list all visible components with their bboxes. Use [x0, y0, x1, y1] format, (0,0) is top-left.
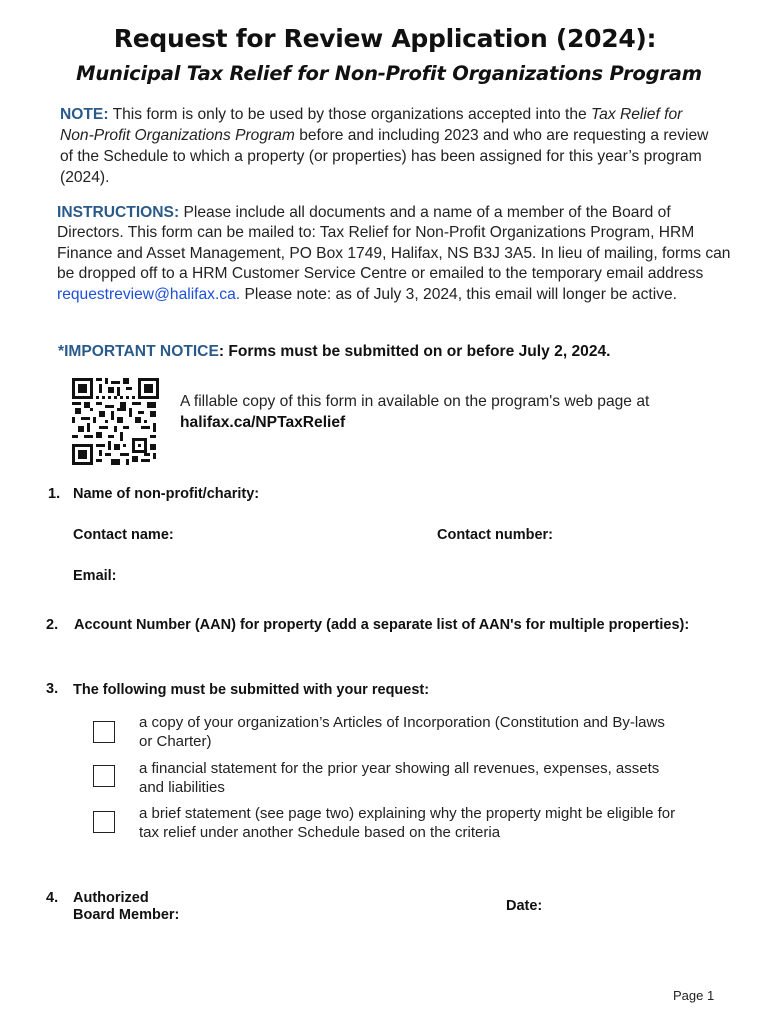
authorized-label-line-1: Authorized [73, 890, 149, 906]
email-link[interactable]: requestreview@halifax.ca. [57, 285, 241, 303]
account-number-label: Account Number (AAN) for property (add a separate list of AAN's for multiple properties): [74, 617, 690, 633]
page-number: Page 1 [673, 988, 715, 1003]
form-title: Request for Review Application (2024): [113, 24, 657, 53]
important-label: *IMPORTANT NOTICE [58, 343, 219, 360]
note-paragraph [60, 104, 720, 188]
section-3-number: 3. [46, 681, 59, 697]
required-documents-label: The following must be submitted with your request: [73, 682, 430, 698]
checkbox-brief-statement-label: a brief statement (see page two) explaining why the property might be eligible for tax relief under another Schedule based on the criteria [139, 805, 676, 841]
authorized-board-member-label [73, 890, 179, 924]
checkbox-financial-statement-label: a financial statement for the prior year showing all revenues, expenses, assets and liabilities [139, 760, 660, 796]
section-2-number: 2. [46, 617, 59, 633]
qr-code [72, 377, 159, 466]
date-label: Date: [506, 898, 543, 914]
nonprofit-name-label: Name of non-profit/charity: [73, 486, 260, 502]
section-4-number: 4. [46, 890, 59, 906]
program-web-link[interactable]: halifax.ca/NPTaxRelief [180, 413, 346, 431]
note-program-name: Tax Relief for Non-Profit Organizations Program [60, 106, 683, 144]
instructions-text-2: Please note: as of July 3, 2024, this email will longer be active. [240, 285, 677, 303]
contact-number-label: Contact number: [437, 527, 553, 543]
note-text-1: This form is only to be used by those organizations accepted into the [108, 106, 592, 123]
instructions-text-1: Please include all documents and a name of a member of the Board of Directors. This form can be mailed to: Tax Relief for Non-Profit Organizations Program, HRM Finance and Asset Management, PO Box 1749, Halifax, NS B3J 3A5. In lieu of mailing, forms can be dropped off to a HRM Customer Service Centre or emailed to the temporary email address [57, 204, 731, 283]
fillable-text: A fillable copy of this form in available on the program's web page at [180, 393, 650, 410]
fillable-copy-text [180, 392, 680, 433]
important-notice [58, 343, 738, 361]
contact-name-label: Contact name: [73, 527, 174, 543]
important-text: : Forms must be submitted on or before July 2, 2024. [218, 343, 611, 360]
email-label: Email: [73, 568, 117, 584]
authorized-label-line-2: Board Member: [73, 907, 180, 923]
instructions-label: INSTRUCTIONS: [57, 204, 180, 221]
section-1-number: 1. [48, 486, 61, 502]
instructions-paragraph [57, 203, 737, 305]
note-label: NOTE: [60, 106, 109, 123]
checkbox-articles-label: a copy of your organization’s Articles of Incorporation (Constitution and By-laws or Charter) [139, 714, 665, 750]
checkbox-brief-statement[interactable] [93, 811, 115, 833]
checkbox-financial-statement[interactable] [93, 765, 115, 787]
note-text-2: before and including 2023 and who are requesting a review of the Schedule to which a property (or properties) has been assigned for this year’s program (2024). [60, 127, 709, 186]
form-subtitle: Municipal Tax Relief for Non-Profit Organizations Program [76, 62, 702, 85]
checkbox-articles[interactable] [93, 721, 115, 743]
